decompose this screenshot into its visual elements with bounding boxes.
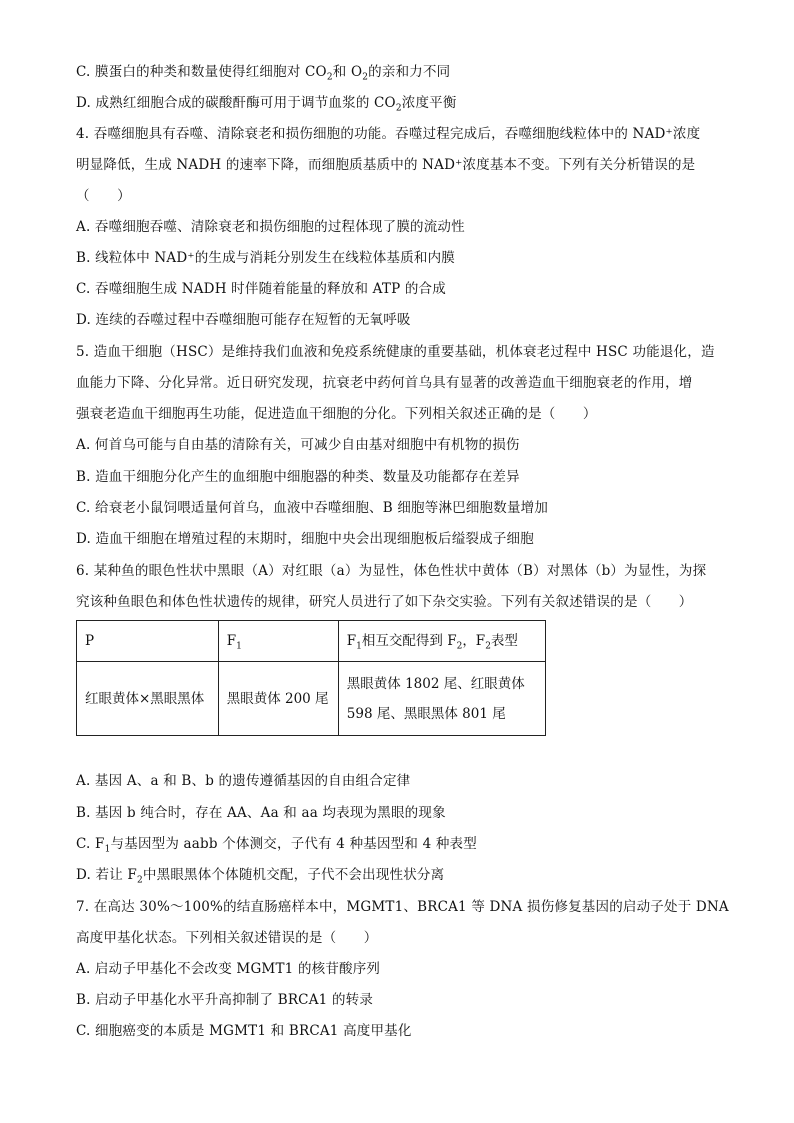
table-row <box>77 662 546 736</box>
q6-stem-line2: 究该种鱼眼色和体色性状遗传的规律，研究人员进行了如下杂交实验。下列有关叙述错误的是（ ） <box>76 594 693 610</box>
q6-option-d: D. 若让 $F_2$中黑眼黑体个体随机交配，子代不会出现性状分离 <box>76 867 445 886</box>
q5-stem-line2: 血能力下降、分化异常。近日研究发现，抗衰老中药何首乌具有显著的改善造血干细胞衰老的作用，增 <box>76 375 693 391</box>
q7-stem-line2: 高度甲基化状态。下列相关叙述错误的是（ ） <box>76 930 378 946</box>
q6-stem-line1: 6. 某种鱼的眼色性状中黑眼（A）对红眼（a）为显性，体色性状中黄体（B）对黑体（b）为显性，为探 <box>76 563 707 579</box>
q6-option-c: C. $F_1$与基因型为 aabb 个体测交，子代有 4 种基因型和 4 种表型 <box>76 836 477 855</box>
q4-stem-line1: 4. 吞噬细胞具有吞噬、清除衰老和损伤细胞的功能。吞噬过程完成后，吞噬细胞线粒体中的 NAD⁺浓度 <box>76 126 701 142</box>
q5-option-a: A. 何首乌可能与自由基的清除有关，可减少自由基对细胞中有机物的损伤 <box>76 437 520 453</box>
q3-option-c: C. 膜蛋白的种类和数量使得红细胞对 $CO_2$和 $O_2$的亲和力不同 <box>76 64 451 83</box>
cell-f2-line1: 黑眼黄体 1802 尾、红眼黄体 <box>346 675 525 692</box>
q6-option-a: A. 基因 A、a 和 B、b 的遗传遵循基因的自由组合定律 <box>76 773 411 789</box>
q4-option-a: A. 吞噬细胞吞噬、清除衰老和损伤细胞的过程体现了膜的流动性 <box>76 219 465 235</box>
q3-option-d: D. 成熟红细胞合成的碳酸酐酶可用于调节血浆的 $CO_2$浓度平衡 <box>76 95 457 114</box>
q4-option-b: B. 线粒体中 NAD⁺的生成与消耗分别发生在线粒体基质和内膜 <box>76 250 456 266</box>
q4-stem-line2: 明显降低，生成 NADH 的速率下降，而细胞质基质中的 NAD⁺浓度基本不变。下列有关分析错误的是 <box>76 157 696 173</box>
header-f2: $F_1$相互交配得到 $F_2$，$F_2$表型 <box>338 621 545 662</box>
q4-option-d: D. 连续的吞噬过程中吞噬细胞可能存在短暂的无氧呼吸 <box>76 312 411 328</box>
q7-stem-line1: 7. 在高达 30%～100%的结直肠癌样本中，MGMT1、BRCA1 等 DNA 损伤修复基因的启动子处于 DNA <box>76 899 729 915</box>
q4-stem-line3: （ ） <box>76 188 131 204</box>
cell-f1: 黑眼黄体 200 尾 <box>218 662 338 736</box>
table-header-row <box>77 621 546 662</box>
header-f1: $F_1$ <box>218 621 338 662</box>
cross-experiment-table <box>76 620 546 736</box>
q5-stem-line1: 5. 造血干细胞（HSC）是维持我们血液和免疫系统健康的重要基础，机体衰老过程中 HSC 功能退化，造 <box>76 344 715 360</box>
q7-option-b: B. 启动子甲基化水平升高抑制了 BRCA1 的转录 <box>76 992 374 1008</box>
cell-f2 <box>338 662 545 736</box>
cell-f2-line2: 598 尾、黑眼黑体 801 尾 <box>346 705 506 722</box>
q4-option-c: C. 吞噬细胞生成 NADH 时伴随着能量的释放和 ATP 的合成 <box>76 281 446 297</box>
q6-option-b: B. 基因 b 纯合时，存在 AA、Aa 和 aa 均表现为黑眼的现象 <box>76 805 446 821</box>
q5-stem-line3: 强衰老造血干细胞再生功能，促进造血干细胞的分化。下列相关叙述正确的是（ ） <box>76 406 597 422</box>
q7-option-a: A. 启动子甲基化不会改变 MGMT1 的核苷酸序列 <box>76 961 381 977</box>
q7-option-c: C. 细胞癌变的本质是 MGMT1 和 BRCA1 高度甲基化 <box>76 1023 412 1039</box>
cell-parents: 红眼黄体×黑眼黑体 <box>77 662 219 736</box>
header-p: P <box>77 621 219 662</box>
q5-option-d: D. 造血干细胞在增殖过程的末期时，细胞中央会出现细胞板后缢裂成子细胞 <box>76 531 534 547</box>
q5-option-c: C. 给衰老小鼠饲喂适量何首乌，血液中吞噬细胞、B 细胞等淋巴细胞数量增加 <box>76 500 549 516</box>
q5-option-b: B. 造血干细胞分化产生的血细胞中细胞器的种类、数量及功能都存在差异 <box>76 469 520 485</box>
